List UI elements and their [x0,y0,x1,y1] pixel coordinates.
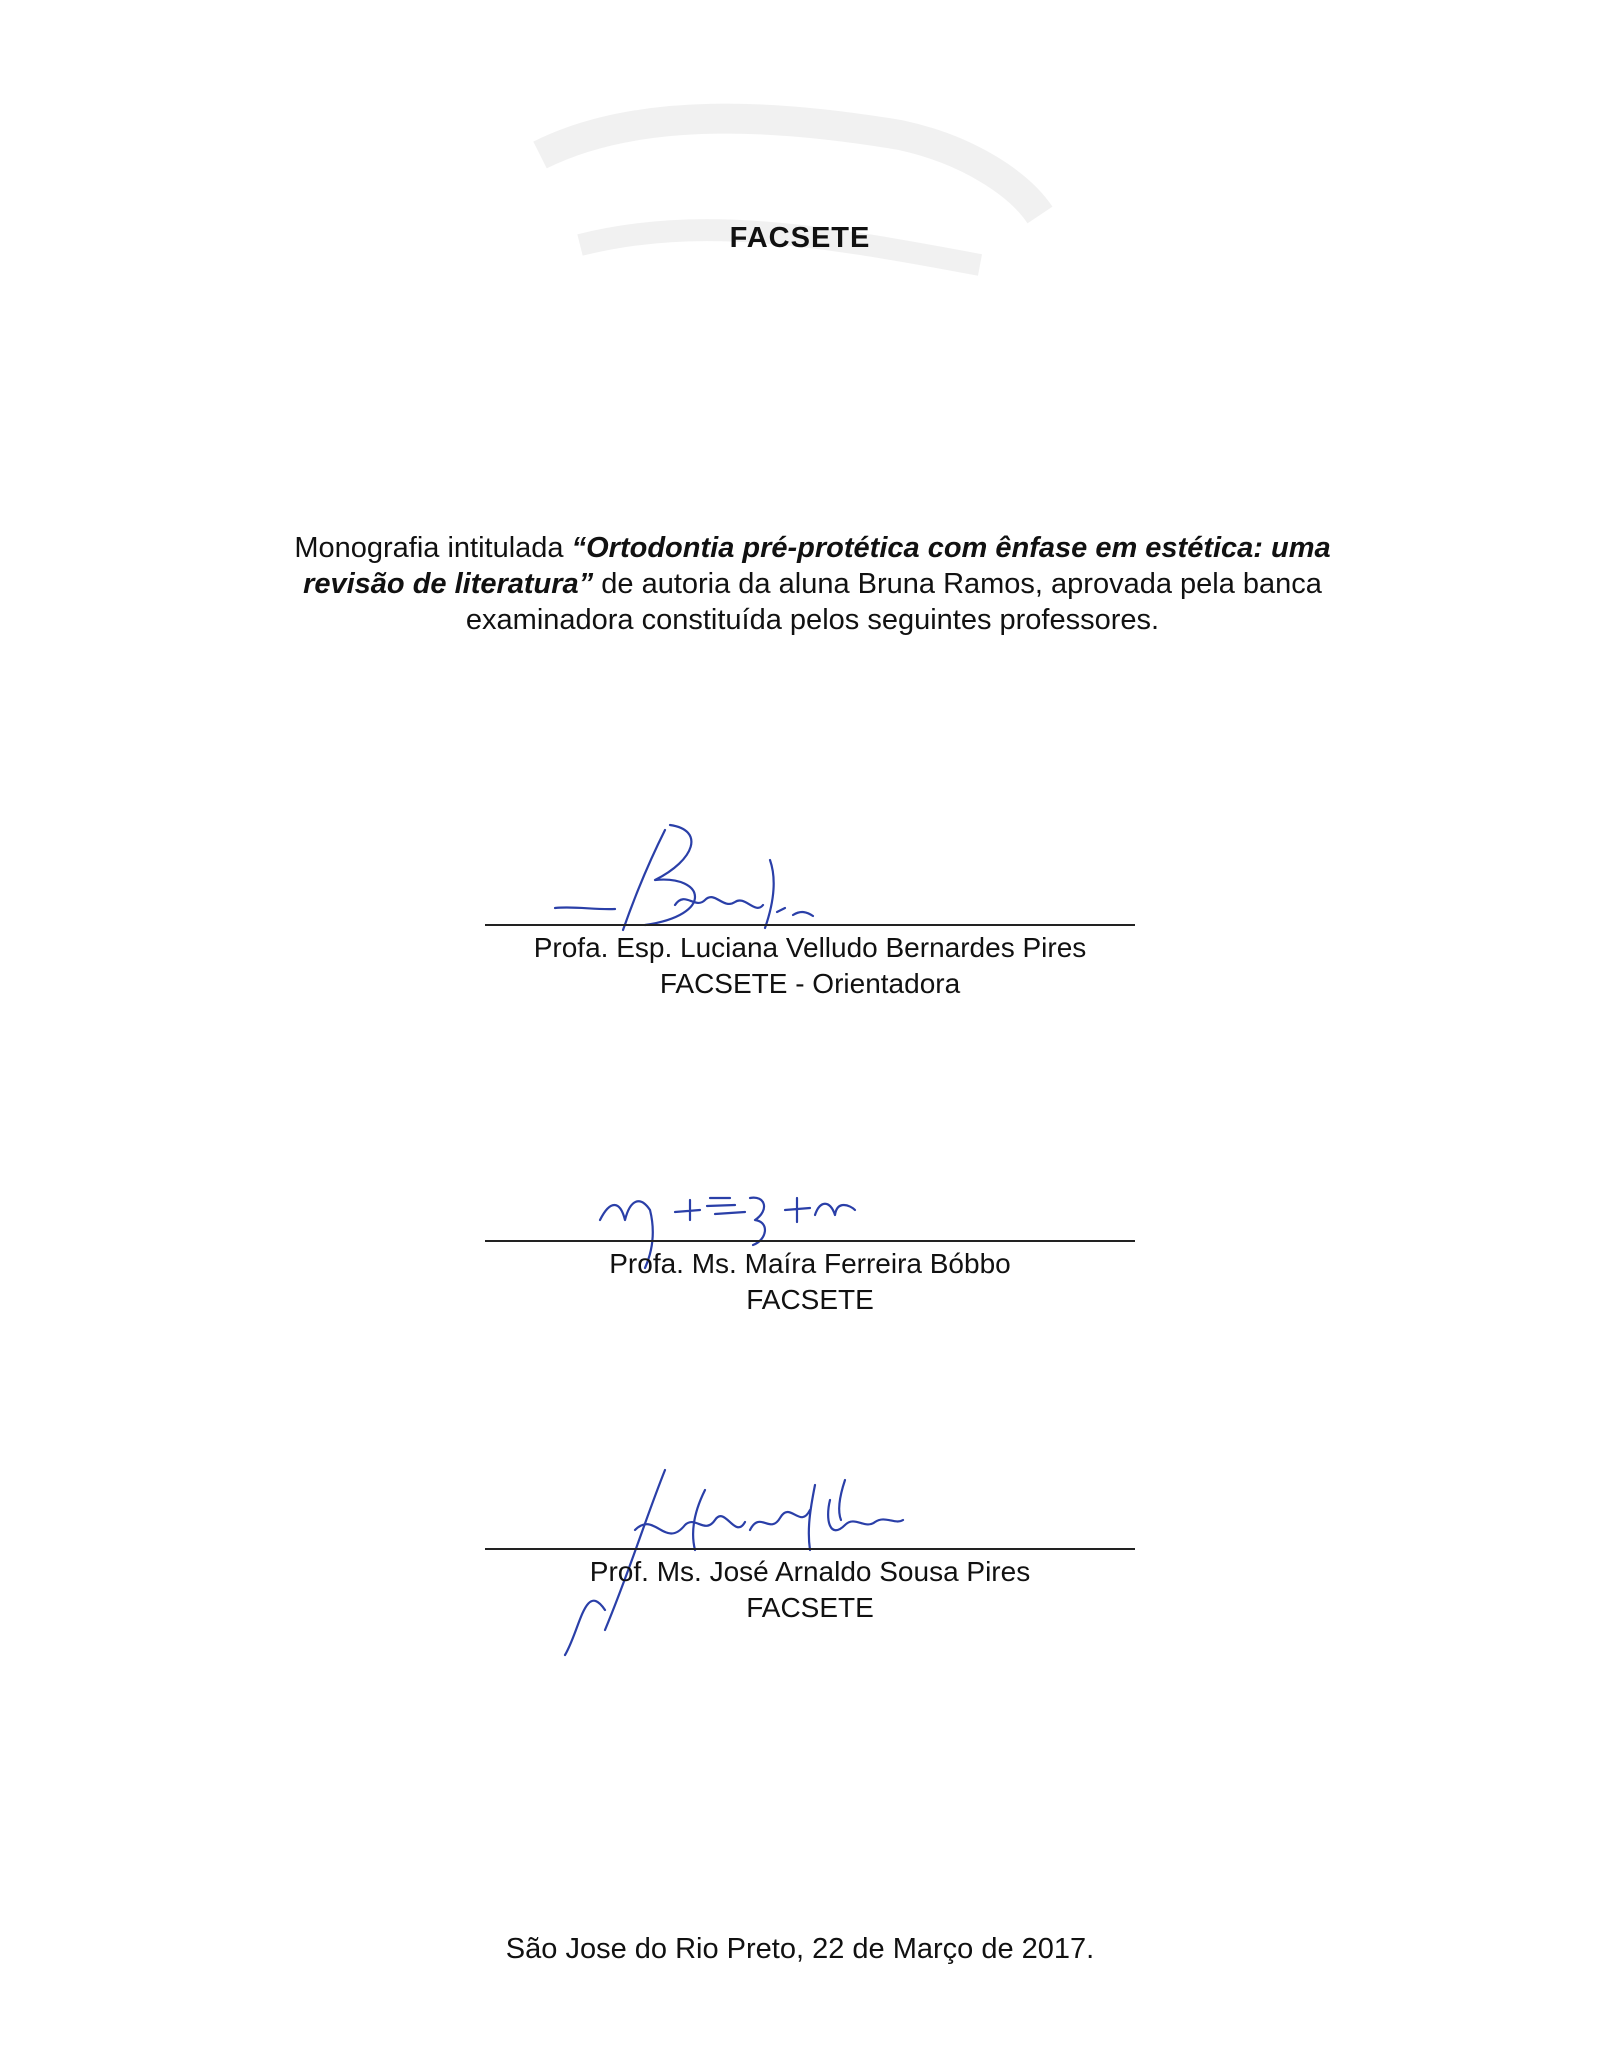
approval-suffix: de autoria da aluna Bruna Ramos, aprovada pela banca examinadora constituída pelos seguintes professores. [465,568,1322,636]
examiner-block-3 [485,1460,1135,1660]
examiner-affiliation-3: FACSETE [746,1592,874,1623]
examiner-name-1: Profa. Esp. Luciana Velludo Bernardes Pires [533,932,1087,963]
signature-line-3 [485,1548,1135,1550]
examiner-name-2: Profa. Ms. Maíra Ferreira Bóbbo [609,1248,1011,1279]
signature-line-2 [485,1240,1135,1242]
faint-watermark [520,95,1060,305]
institution-heading: FACSETE [729,222,871,254]
examiner-block-2 [485,1185,1135,1335]
signature-1 [545,820,805,935]
examiner-block-1 [485,820,1135,1010]
signature-line-1 [485,924,1135,926]
examiner-affiliation-2: FACSETE [746,1284,874,1315]
place-and-date: São Jose do Rio Preto, 22 de Março de 2017. [505,1933,1095,1965]
examiner-affiliation-1: FACSETE - Orientadora [659,968,961,999]
examiner-name-3: Prof. Ms. José Arnaldo Sousa Pires [589,1556,1031,1587]
approval-statement [255,530,1370,638]
monograph-title: “Ortodontia pré-protética com ênfase em estética: uma revisão de literatura” [303,532,1331,600]
approval-prefix: Monografia intitulada [294,532,572,564]
